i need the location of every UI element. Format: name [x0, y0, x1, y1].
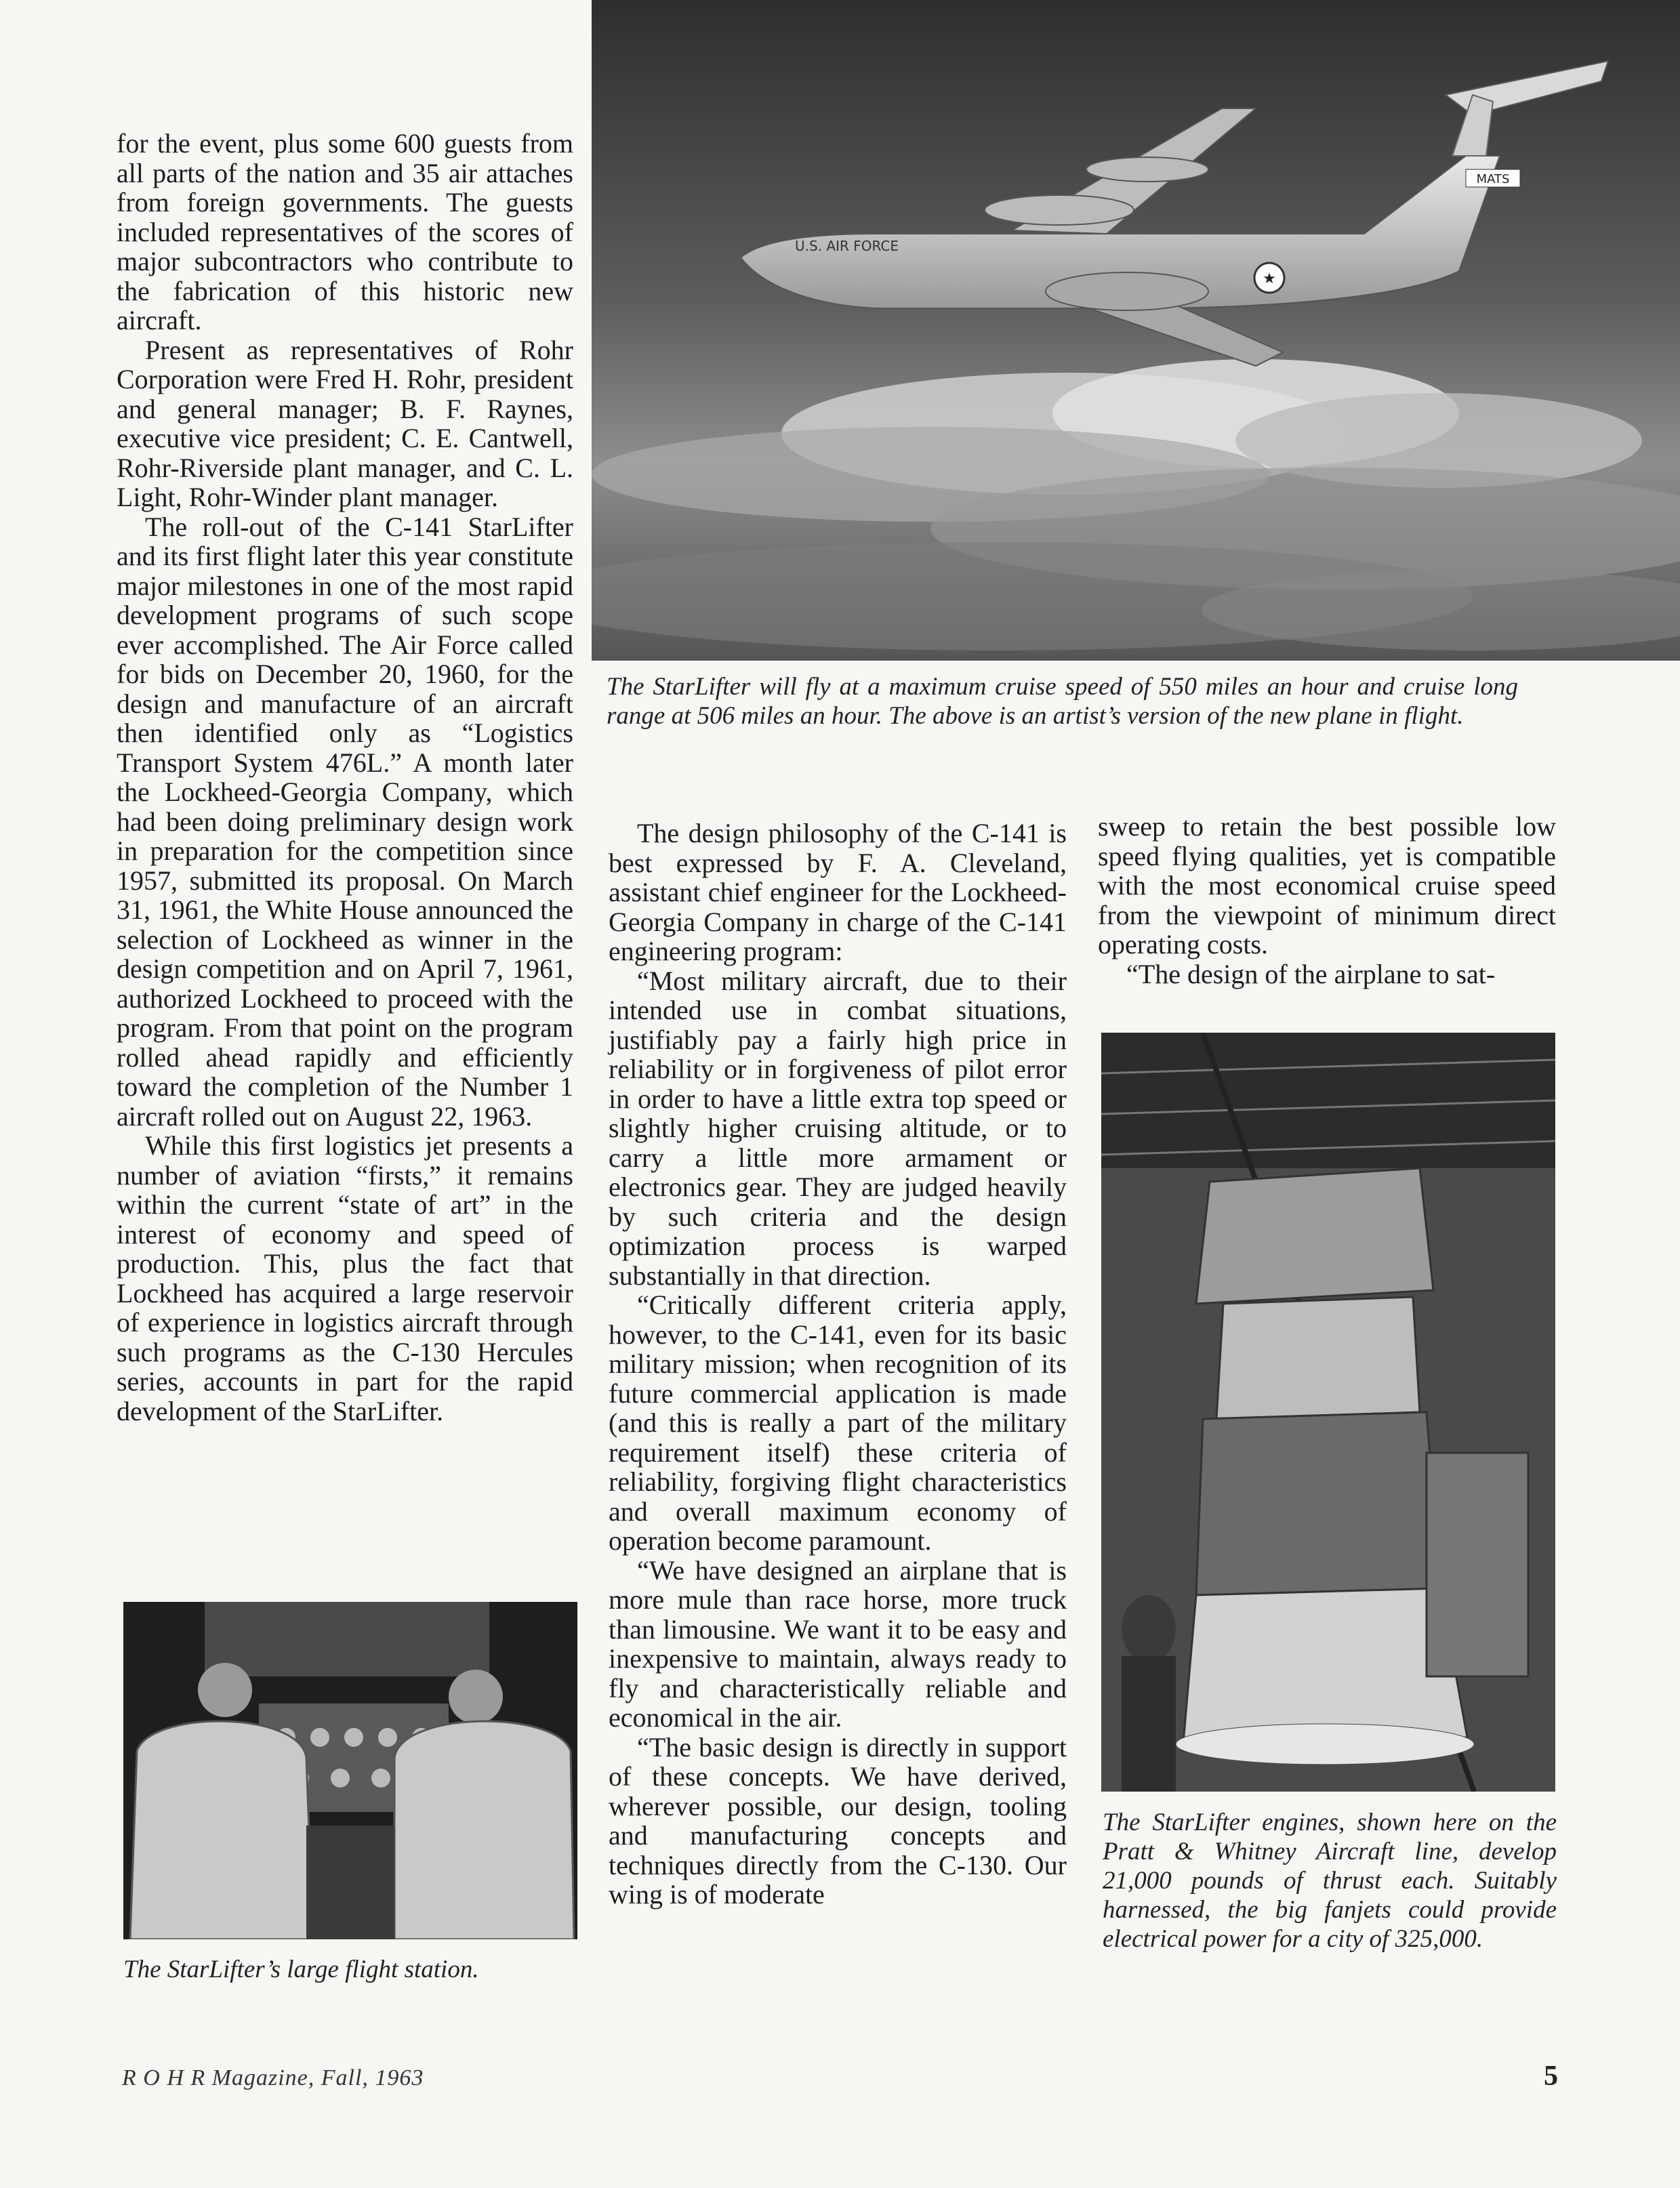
page-number: 5	[1544, 2061, 1558, 2092]
col1-paragraph-3: The roll-out of the C-141 StarLifter and its first flight later this year constitute major milestones in one of the most rapid development programs of such scope ever accomplished. The Air Force called for bids on December 20, 1960, for the design and manufacture of an aircraft then identified only as “Logistics Transport System 476L.” A month later the Lockheed-Georgia Company, which had been doing preliminary design work in preparation for the competition since 1957, submitted its proposal. On March 31, 1961, the White House announced the selection of Lockheed as winner in the design competition and on April 7, 1961, authorized Lockheed to proceed with the program. From that point on the program rolled ahead rapidly and efficiently toward the completion of the Number 1 aircraft rolled out on August 22, 1963.	[117, 511, 573, 1132]
col1-paragraph-2: Present as representatives of Rohr Corporation were Fred H. Rohr, president and general manager; B. F. Raynes, executive vice president; C. E. Cantwell, Rohr-Riverside plant manager, and C. L. Light, Rohr-Winder plant manager.	[117, 334, 573, 512]
column-2	[609, 819, 1067, 1910]
aircraft-photo-caption: The StarLifter will fly at a maximum cruise speed of 550 miles an hour and cruise long range at 506 miles an hour. The above is an artist’s version of the new plane in flight.	[607, 673, 1518, 730]
engine-photo	[1101, 1033, 1555, 1792]
col2-paragraph-4: “We have designed an airplane that is more mule than race horse, more truck than limousine. We want it to be easy and inexpensive to maintain, always ready to fly and characteristically reliable and economical in the air.	[609, 1554, 1067, 1733]
col2-paragraph-1: The design philosophy of the C-141 is best expressed by F. A. Cleveland, assistant chief engineer for the Lockheed-Georgia Company in charge of the C-141 engineering program:	[609, 818, 1067, 966]
fuselage-marking: U.S. AIR FORCE	[795, 238, 899, 254]
cockpit-photo-caption: The StarLifter’s large flight station.	[123, 1956, 479, 1983]
aircraft-photo	[592, 0, 1680, 661]
col2-paragraph-5: “The basic design is directly in support of these concepts. We have derived, wherever possible, our design, tooling and manufacturing concepts and techniques directly from the C-130. Our wing is of moderate	[609, 1731, 1067, 1910]
col1-paragraph-4: While this first logistics jet presents a number of aviation “firsts,” it remains within the current “state of art” in the interest of economy and speed of production. This, plus the fact that Lockheed has acquired a large reservoir of experience in logistics aircraft through such programs as the C-130 Hercules series, accounts in part for the rapid development of the StarLifter.	[117, 1130, 573, 1426]
col1-paragraph-1: for the event, plus some 600 guests from all parts of the nation and 35 air attaches from foreign governments. The guests included representatives of the scores of major subcontractors who contribute to the fabrication of this historic new aircraft.	[117, 128, 573, 335]
publication-footer: R O H R Magazine, Fall, 1963	[122, 2065, 424, 2090]
svg-text:★: ★	[1263, 270, 1276, 287]
col3-paragraph-1: sweep to retain the best possible low speed flying qualities, yet is compatible with the most economical cruise speed from the viewpoint of minimum direct operating costs.	[1098, 811, 1556, 959]
col2-paragraph-2: “Most military aircraft, due to their intended use in combat situations, justifiably pay a fairly high price in reliability or in forgiveness of pilot error in order to have a little extra top speed or slightly higher cruising altitude, or to carry a little more armament or electronics gear. They are judged heavily by such criteria and the design optimization process is warped substantially in that direction.	[609, 965, 1067, 1291]
engine-photo-caption: The StarLifter engines, shown here on the Pratt & Whitney Aircraft line, develop 21,000 pounds of thrust each. Suitably harnessed, the big fanjets could provide electrical power for a city of 325,000.	[1103, 1809, 1557, 1953]
tail-marking: MATS	[1476, 172, 1510, 186]
cockpit-photo	[123, 1602, 577, 1939]
column-1	[117, 129, 573, 1426]
col2-paragraph-3: “Critically different criteria apply, however, to the C-141, even for its basic military mission; when recognition of its future commercial application is made (and this is really a part of the military requirement itself) these criteria of reliability, forgiving flight characteristics and overall maximum economy of operation become paramount.	[609, 1289, 1067, 1556]
column-3	[1098, 812, 1556, 989]
col3-paragraph-2: “The design of the airplane to sat-	[1126, 958, 1496, 989]
